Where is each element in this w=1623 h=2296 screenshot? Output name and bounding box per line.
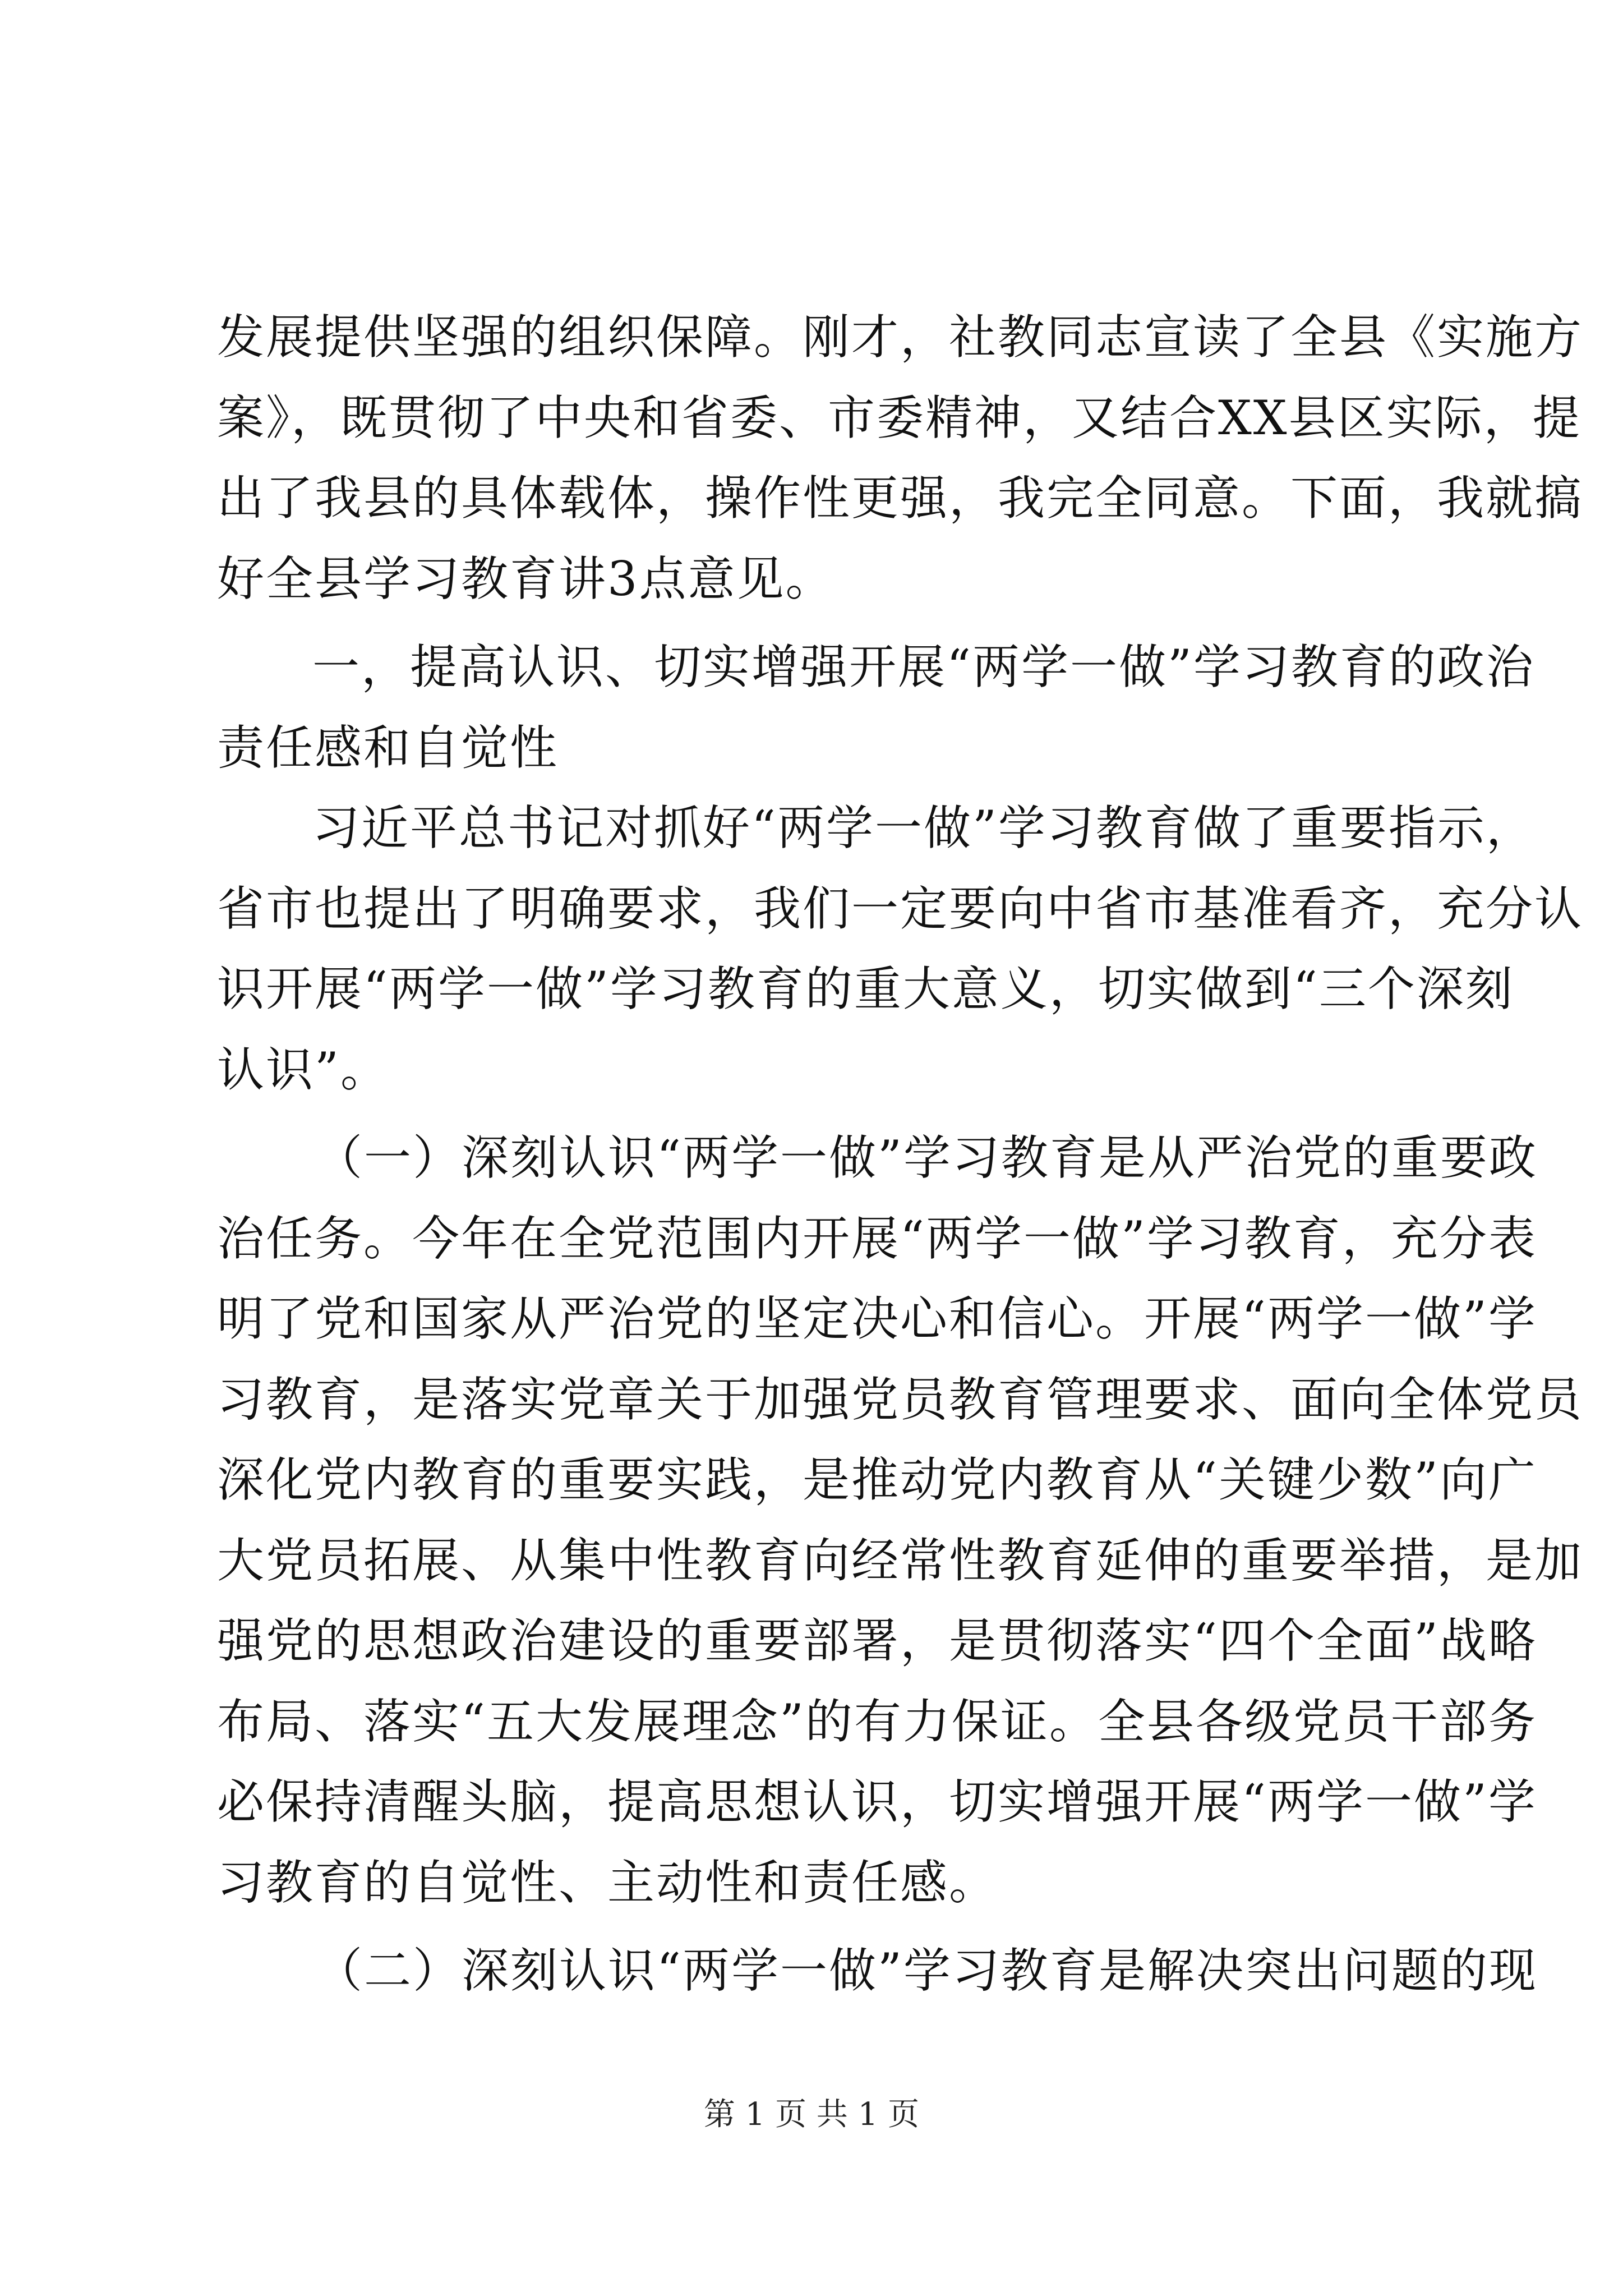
text-line: 明了党和国家从严治党的坚定决心和信心。开展“两学一做”学 bbox=[217, 1291, 1537, 1346]
text-line: 大党员拓展、从集中性教育向经常性教育延伸的重要举措，是加 bbox=[217, 1533, 1584, 1588]
text-line: 布局、落实“五大发展理念”的有力保证。全县各级党员干部务 bbox=[217, 1694, 1537, 1749]
text-line: 出了我县的具体载体，操作性更强，我完全同意。下面，我就搞 bbox=[217, 471, 1584, 526]
text-line: 治任务。今年在全党范围内开展“两学一做”学习教育，充分表 bbox=[217, 1211, 1537, 1266]
subsection-line: （二）深刻认识“两学一做”学习教育是解决突出问题的现 bbox=[315, 1943, 1538, 1998]
document-body bbox=[217, 297, 1584, 2012]
text-line: 识开展“两学一做”学习教育的重大意义，切实做到“三个深刻 bbox=[217, 961, 1514, 1016]
text-line: 习教育，是落实党章关于加强党员教育管理要求、面向全体党员 bbox=[217, 1372, 1584, 1427]
text-line: 省市也提出了明确要求，我们一定要向中省市基准看齐，充分认 bbox=[217, 881, 1584, 936]
section-heading-line: 一，提高认识、切实增强开展“两学一做”学习教育的政治 bbox=[312, 639, 1535, 694]
text-line: 发展提供坚强的组织保障。刚才，社教同志宣读了全县《实施方 bbox=[217, 310, 1584, 365]
text-line: 案》，既贯彻了中央和省委、市委精神，又结合XX县区实际，提 bbox=[217, 390, 1581, 445]
text-line: 习教育的自觉性、主动性和责任感。 bbox=[217, 1855, 998, 1910]
text-line: 必保持清醒头脑，提高思想认识，切实增强开展“两学一做”学 bbox=[217, 1774, 1537, 1829]
text-line: 习近平总书记对抓好“两学一做”学习教育做了重要指示， bbox=[312, 800, 1535, 855]
text-line: 深化党内教育的重要实践，是推动党内教育从“关键少数”向广 bbox=[217, 1452, 1537, 1507]
section-heading-line: 责任感和自觉性 bbox=[217, 720, 559, 775]
page-footer: 第 1 页 共 1 页 bbox=[703, 2096, 920, 2133]
text-line: 好全县学习教育讲3点意见。 bbox=[217, 551, 834, 606]
text-line: 认识”。 bbox=[217, 1042, 389, 1097]
subsection-line: （一）深刻认识“两学一做”学习教育是从严治党的重要政 bbox=[315, 1130, 1538, 1185]
text-line: 强党的思想政治建设的重要部署，是贯彻落实“四个全面”战略 bbox=[217, 1613, 1537, 1668]
